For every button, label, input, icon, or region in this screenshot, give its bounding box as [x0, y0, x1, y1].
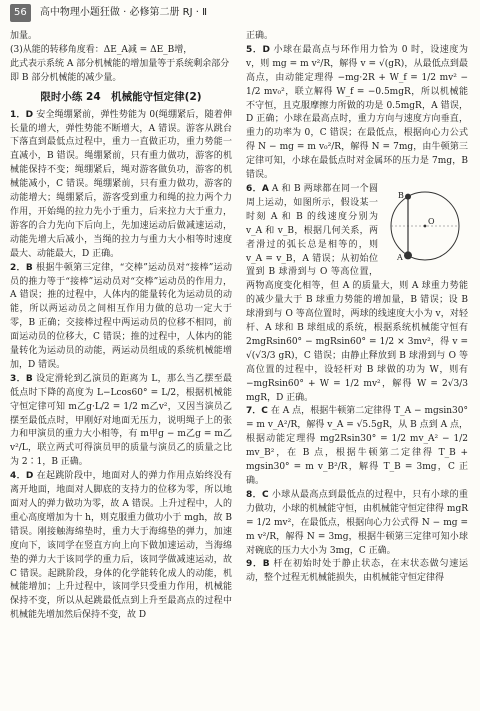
ball-b [405, 194, 411, 200]
answer-text: 在起跳阶段中，地面对人的弹力作用点始终没有离开地面，地面对人脚底的支持力的位移为零，所以地面对人的弹力做功为零，故 A 错误。上升过程中，人的重心高度增加为十 h，则克服重力做功小于 mgh，故 B 错误。刚接触海绵垫时，重力大于海绵垫的弹力，加速度向下，该同学在竖直方向上向下做加速运动，当海绵垫的弹力大于该同学的重力后，该同学做减速运动，故 C 错误。起跳阶段，身体的化学能转化成人的动能，机械能增加；上升过程中，该同学只受重力作用，机械能保持不变，所以从起跳最低点到上升至最高点的过程中机械能先增加然后保持不变，故 D [10, 471, 232, 621]
right-column [246, 30, 468, 586]
answer-5 [246, 44, 468, 183]
answer-number: 1．D [10, 109, 34, 120]
circle-diagram [382, 185, 468, 267]
carry-line: 此式表示系统 A 部分机械能的增加量等于系统剩余部分 [10, 58, 230, 69]
section-title: 限时小练 24 机械能守恒定律(2) [40, 90, 202, 103]
answer-number: 4．D [10, 471, 34, 482]
answer-number: 8．C [246, 489, 269, 500]
answer-text: 小球从最高点到最低点的过程中，只有小球的重力做功，小球的机械能守恒，由机械能守恒定律得 mgR = 1/2 mv²，在最低点，根据向心力公式得 N − mg = m v²/R，解得 N = 3mg，根据牛顿第三定律可知小球对碗底的压力大小为 3mg，C 正确。 [246, 489, 468, 556]
answer-7 [246, 405, 468, 488]
label-a: A [397, 252, 403, 262]
answer-6 [246, 183, 468, 406]
answer-number: 9．B [246, 559, 270, 570]
answer-number: 7．C [246, 406, 268, 417]
label-o: O [428, 216, 435, 226]
carry-line: (3)从能的转移角度看：ΔE_A减 = ΔE_B增， [10, 44, 193, 55]
answer-text: 小球在最高点与环作用力恰为 0 时，设速度为 v，则 mg = m v²/R，解得 v = √(gR)，从最低点到最高点，由动能定理得 −mg·2R + W_f = 1/2 mv² − 1/2 mv₀²，联立解得 W_f = −0.5mgR，所以机械能不守恒，且克服摩擦力所做的功是 0.5mgR，A 错误，D 正确；小球在最高点时，重力方向与速度方向垂直，重力的功率为 0，C 错误；在最低点，根据向心力公式得 N − mg = m v₀²/R，解得 N = 7mg，由牛顿第三定律可知，小球在最低点时对金属环的压力是 7mg，B 错误。 [246, 44, 468, 181]
answer-number: 5．D [246, 44, 270, 55]
answer-text: 杆在初始时处于静止状态，在末状态做匀速运动，整个过程无机械能损失，由机械能守恒定律得 [246, 559, 468, 584]
answer-1 [10, 109, 232, 262]
answer-number: 6．A [246, 183, 269, 194]
answer-text: A 和 B 两球都在同一个圆周上运动，如图所示，假设某一时刻 A 和 B 的线速度分别为 v_A 和 v_B，根据几何关系，两者滑过的弧长总是相等的，则 v_A = v_B，A 错误；从初始位置到 B 球滑到与 O 等高位置，两物高度变化相等，但 A 的质量大，则 A 球重力势能的减少量大于 B 球重力势能的增加量，B 错误；设 B 球滑到与 O 等高位置时，两球的线速度大小为 v，对轻杆、A 球和 B 球组成的系统，根据系统机械能守恒有 2mgRsin60° − mgRsin60° = 1/2 × 3mv²，得 v = √(√3/3 gR)，C 错误；由静止释放到 B 球滑到与 O 等高位置的过程中，设轻杆对 B 球做的功为 W，则有 −mgRsin60° + W = 1/2 mv²，解得 W = 2√3/3 mgR，D 正确。 [246, 183, 468, 403]
answer-2 [10, 262, 232, 373]
left-column [10, 30, 232, 623]
answer-text: 根据牛顿第三定律，“交棒”运动员对“接棒”运动员的推力等于“接棒”运动员对“交棒”运动员的作用力，A 错误；推的过程中，人体内的能量转化为运动员的动能，所以两运动员之间相互作用力做的总功一定大于零，B 正确；交接棒过程中两运动员的位移不相同，前面运动员的位移大，C 错误；推的过程中，人体内的能量转化为运动员的动能，两运动员组成的系统机械能增加，D 错误。 [10, 262, 233, 370]
answer-8 [246, 489, 468, 559]
answer-number: 2．B [10, 262, 33, 273]
answer-text: 设定滑轮到乙演员的距离为 L，那么当乙摆至最低点时下降的高度为 L−Lcos60° = L/2，根据机械能守恒定律可知 m乙g·L/2 = 1/2 m乙v²，又因当演员乙摆至最低点时，甲刚好对地面无压力，说明绳子上的张力和甲演员的重力大小相等，有 m甲g − m乙g = m乙v²/L，联立两式可得演员甲的质量与演员乙的质量之比为 2∶1，B 正确。 [10, 373, 232, 468]
answer-4-end: 正确。 [246, 31, 274, 41]
answer-4 [10, 470, 232, 623]
page-header [10, 4, 470, 22]
book-title: 高中物理小题狂做 · 必修第二册 RJ · Ⅱ [39, 7, 207, 18]
page-number: 56 [10, 4, 31, 22]
answer-number: 3．B [10, 373, 33, 384]
answer-9 [246, 558, 468, 586]
answer-3 [10, 373, 232, 470]
center-point [424, 225, 427, 228]
answer-text: 安全绳绷紧前，弹性势能为 0(绳绷紧后，随着伸长量的增大，弹性势能不断增大，A 错误。游客从跳台下落直到最低点过程中，重力一直做正功，重力势能一直减小，B 错误。绳绷紧前，只有重力做功，游客的机械能保持不变；绳绷紧后，绳对游客做负功，游客的机械能减小，C 错误。绳绷紧前，只有重力做功，游客的动能增大；绳绷紧后，游客受到重力和绳的拉力两个力作用，开始绳的拉力先小于重力，后来拉力大于重力，游客的合力先向下后向上，先加速运动后做减速运动，动能先增大后减小，当绳的拉力与重力大小相等时速度最大、动能最大，D 正确。 [10, 109, 233, 259]
ball-a [404, 251, 412, 259]
carry-line: 加量。 [10, 31, 38, 41]
circle-figure [382, 185, 468, 267]
carry-line: 即 B 部分机械能的减少量。 [10, 72, 122, 83]
answer-text: 在 A 点，根据牛顿第二定律得 T_A − mgsin30° = m v_A²/R，解得 v_A = √5.5gR，从 B 点到 A 点，根据动能定理得 mg2Rsin30° = 1/2 mv_A² − 1/2 mv_B²，在 B 点，根据牛顿第二定律得 T_B + mgsin30° = m v_B²/R，解得 T_B = 3mg，C 正确。 [246, 406, 469, 486]
label-b: B [398, 190, 404, 200]
